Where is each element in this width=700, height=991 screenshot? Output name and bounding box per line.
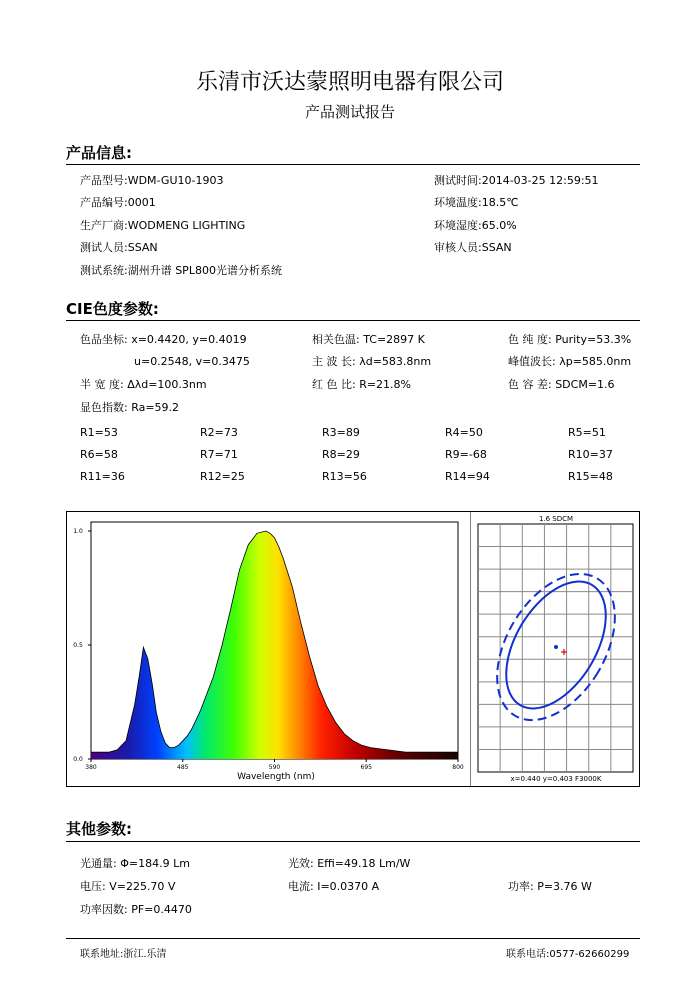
x-tick-label: 380 xyxy=(85,764,97,771)
r-value: R9=-68 xyxy=(445,448,487,461)
luminous-flux: 光通量: Φ=184.9 Lm xyxy=(80,857,190,870)
target-center-dot xyxy=(554,645,558,649)
r-value: R8=29 xyxy=(322,448,360,461)
r-value: R3=89 xyxy=(322,426,360,439)
half-width: 半 宽 度: Δλd=100.3nm xyxy=(80,378,207,391)
r-value: R15=48 xyxy=(568,470,613,483)
r-value: R2=73 xyxy=(200,426,238,439)
divider xyxy=(66,841,640,842)
power: 功率: P=3.76 W xyxy=(508,880,592,893)
r-value: R1=53 xyxy=(80,426,118,439)
r-value: R13=56 xyxy=(322,470,367,483)
peak-wavelength: 峰值波长: λp=585.0nm xyxy=(508,355,632,368)
r-value: R4=50 xyxy=(445,426,483,439)
divider xyxy=(66,320,640,321)
cie-heading: CIE色度参数: xyxy=(66,300,159,318)
other-heading: 其他参数: xyxy=(66,820,132,838)
report-title: 产品测试报告 xyxy=(304,103,395,121)
tester: 测试人员:SSAN xyxy=(80,241,158,254)
ambient-humidity: 环境湿度:65.0% xyxy=(434,219,517,232)
contact-address: 联系地址:浙江.乐清 xyxy=(80,949,167,960)
product-model: 产品型号:WDM-GU10-1903 xyxy=(80,174,224,187)
company-name: 乐清市沃达蒙照明电器有限公司 xyxy=(195,70,504,95)
test-time: 测试时间:2014-03-25 12:59:51 xyxy=(434,174,599,187)
product-info-heading: 产品信息: xyxy=(66,144,132,162)
chromaticity-xy: 色品坐标: x=0.4420, y=0.4019 xyxy=(80,333,247,346)
test-system: 测试系统:湖州升谱 SPL800光谱分析系统 xyxy=(80,264,282,277)
y-tick-label: 1.0 xyxy=(73,528,83,535)
dominant-wavelength: 主 波 长: λd=583.8nm xyxy=(312,355,432,368)
sdcm-ellipse-chart xyxy=(470,511,640,787)
y-tick-label: 0.0 xyxy=(73,756,83,763)
r-value: R14=94 xyxy=(445,470,490,483)
manufacturer: 生产厂商:WODMENG LIGHTING xyxy=(80,219,246,232)
spectrum-chart xyxy=(66,511,470,787)
r-value: R11=36 xyxy=(80,470,125,483)
r-value: R5=51 xyxy=(568,426,606,439)
reviewer: 审核人员:SSAN xyxy=(434,241,512,254)
contact-phone: 联系电话:0577-62660299 xyxy=(506,949,630,960)
power-factor: 功率因数: PF=0.4470 xyxy=(80,903,192,916)
r-value: R12=25 xyxy=(200,470,245,483)
x-tick-label: 590 xyxy=(268,764,281,771)
red-ratio: 红 色 比: R=21.8% xyxy=(312,378,411,391)
footer-divider xyxy=(66,938,640,939)
cct: 相关色温: TC=2897 K xyxy=(312,333,425,346)
x-tick-label: 695 xyxy=(360,764,372,771)
r-value: R6=58 xyxy=(80,448,118,461)
current: 电流: I=0.0370 A xyxy=(288,880,380,893)
voltage: 电压: V=225.70 V xyxy=(80,880,176,893)
spectrum-area xyxy=(91,531,458,759)
y-tick-label: 0.5 xyxy=(73,642,83,649)
product-number: 产品编号:0001 xyxy=(80,196,156,209)
sdcm-title: 1.6 SDCM xyxy=(538,515,574,523)
ambient-temperature: 环境温度:18.5℃ xyxy=(434,196,519,209)
chromaticity-uv: u=0.2548, v=0.3475 xyxy=(134,355,250,368)
x-axis-label: Wavelength (nm) xyxy=(237,772,315,782)
sdcm-caption: x=0.440 y=0.403 F3000K xyxy=(510,775,602,783)
x-tick-label: 485 xyxy=(177,764,189,771)
x-tick-label: 800 xyxy=(452,764,464,771)
r-value: R10=37 xyxy=(568,448,613,461)
purity: 色 纯 度: Purity=53.3% xyxy=(508,333,632,346)
divider xyxy=(66,164,640,165)
luminous-efficacy: 光效: Effi=49.18 Lm/W xyxy=(288,857,411,870)
sdcm: 色 容 差: SDCM=1.6 xyxy=(508,378,615,391)
r-value: R7=71 xyxy=(200,448,238,461)
color-rendering-index: 显色指数: Ra=59.2 xyxy=(80,401,180,414)
